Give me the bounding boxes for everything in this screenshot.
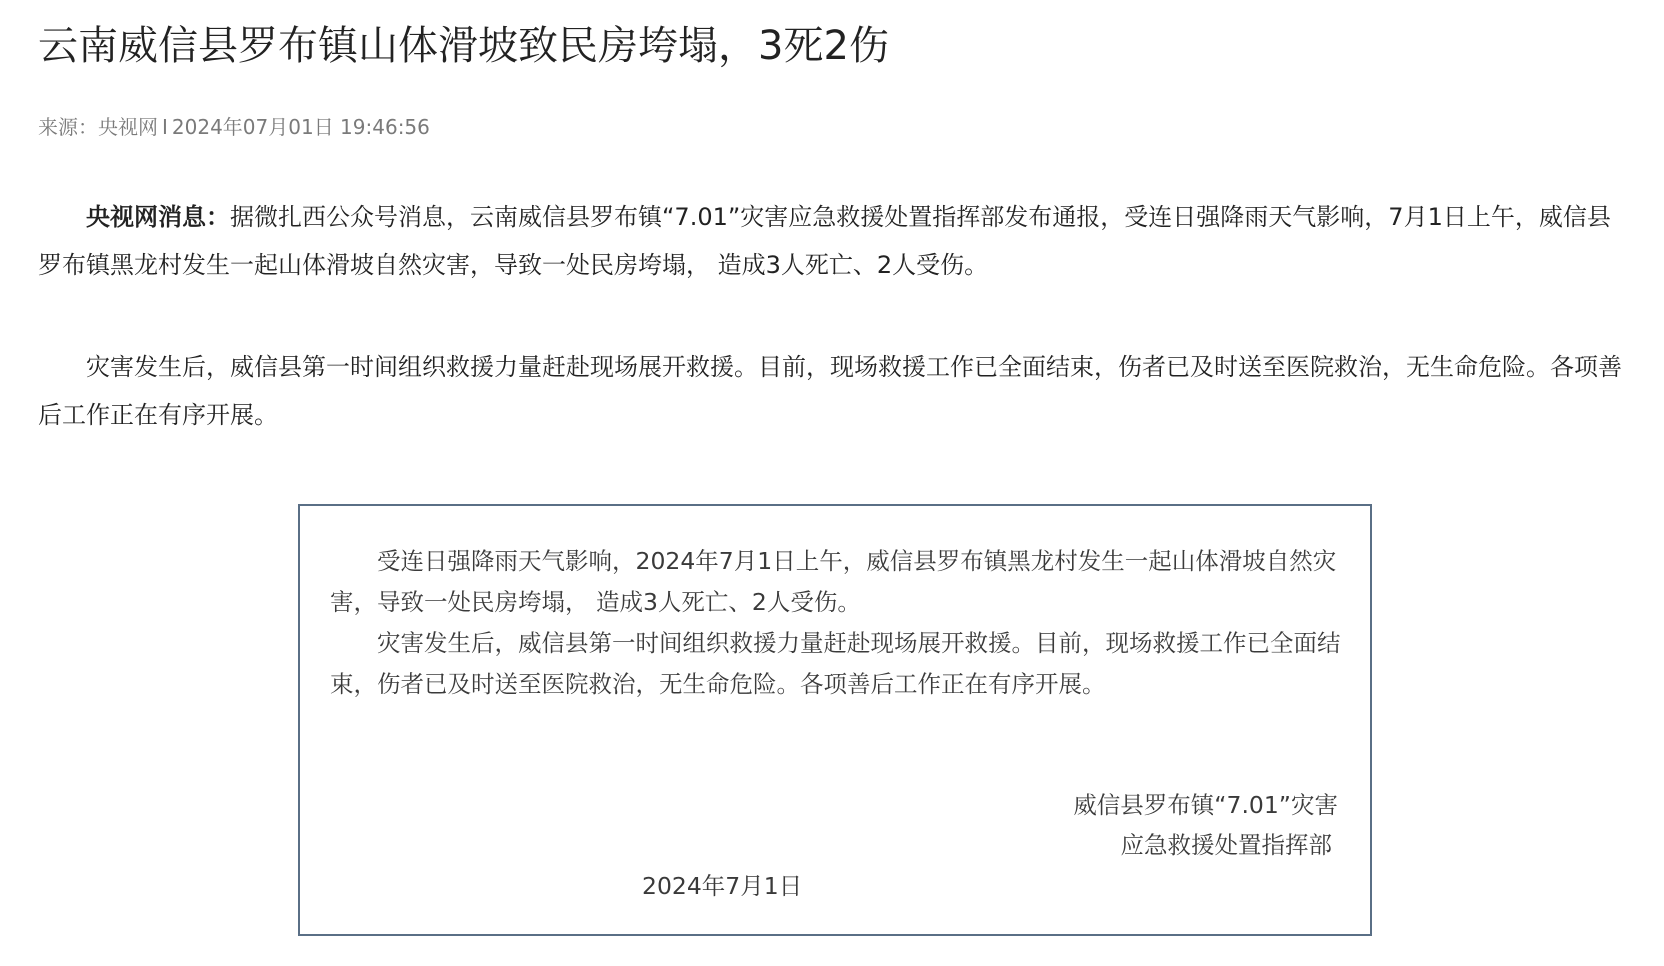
article-meta <box>38 113 430 141</box>
notice-paragraph: 受连日强降雨天气影响，2024年7月1日上午，威信县罗布镇黑龙村发生一起山体滑坡自然灾害，导致一处民房垮塌， 造成3人死亡、2人受伤。 <box>330 547 1337 616</box>
source-name: 央视网 <box>98 115 158 139</box>
notice-signature-line: 应急救援处置指挥部 <box>1120 831 1332 859</box>
notice-date: 2024年7月1日 <box>642 872 803 900</box>
article-paragraph: 灾害发生后，威信县第一时间组织救援力量赶赴现场展开救援。目前，现场救援工作已全面结束，伤者已及时送至医院救治，无生命危险。各项善后工作正在有序开展。 <box>38 353 1622 429</box>
notice-paragraph: 灾害发生后，威信县第一时间组织救援力量赶赴现场展开救援。目前，现场救援工作已全面结束，伤者已及时送至医院救治，无生命危险。各项善后工作正在有序开展。 <box>330 629 1341 698</box>
publish-datetime: 2024年07月01日 19:46:56 <box>171 115 430 139</box>
meta-separator: I <box>162 115 168 139</box>
paragraph-lead: 央视网消息： <box>86 203 230 231</box>
notice-signature-line: 威信县罗布镇“7.01”灾害 <box>1073 791 1338 819</box>
notice-image <box>298 504 1372 936</box>
article-paragraph <box>38 193 1628 289</box>
paragraph-text: 据微扎西公众号消息，云南威信县罗布镇“7.01”灾害应急救援处置指挥部发布通报，受连日强降雨天气影响，7月1日上午，威信县罗布镇黑龙村发生一起山体滑坡自然灾害，导致一处民房垮塌， 造成3人死亡、2人受伤。 <box>38 203 1611 279</box>
source-label: 来源： <box>38 115 98 139</box>
article-title: 云南威信县罗布镇山体滑坡致民房垮塌，3死2伤 <box>38 23 889 69</box>
